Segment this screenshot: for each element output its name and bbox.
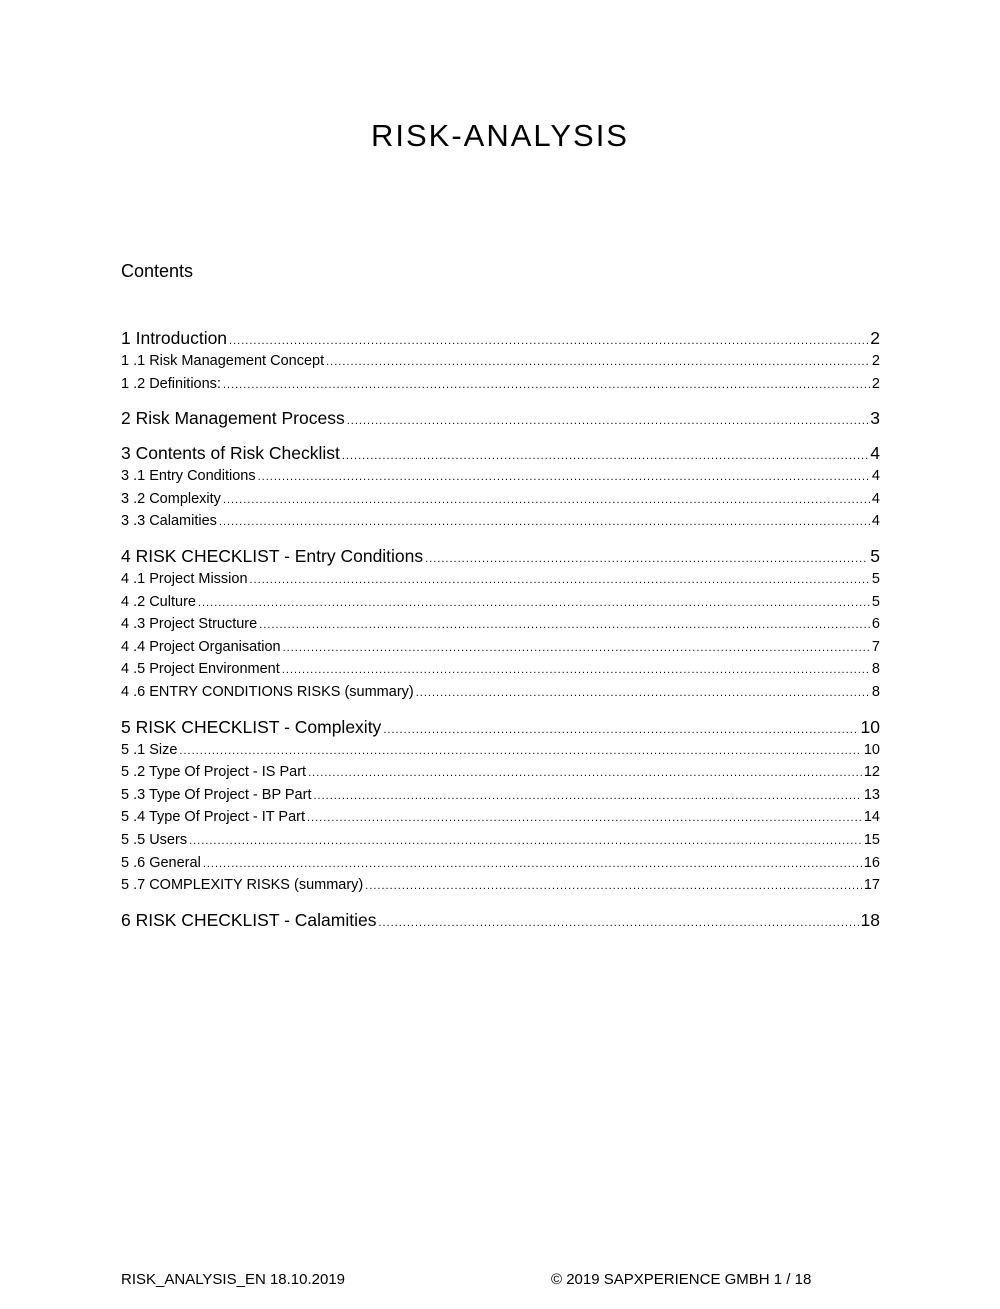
toc-page-number: 17 bbox=[863, 877, 880, 894]
toc-page-number: 5 bbox=[871, 593, 880, 610]
toc-entry-label: 1 .2 Definitions: bbox=[121, 375, 221, 392]
toc-section-entry[interactable] bbox=[121, 545, 880, 568]
toc-entry-label: 3 .2 Complexity bbox=[121, 490, 221, 507]
contents-heading: Contents bbox=[121, 261, 194, 281]
toc-entry-label: 5 .3 Type Of Project - BP Part bbox=[121, 786, 312, 803]
toc-entry-label: 4 .4 Project Organisation bbox=[121, 638, 281, 655]
toc-dot-leader bbox=[308, 762, 862, 785]
toc-subsection-entry[interactable] bbox=[121, 874, 880, 897]
toc-page-number: 7 bbox=[871, 638, 880, 655]
toc-entry-label: 5 .1 Size bbox=[121, 741, 178, 758]
toc-entry-label: 4 RISK CHECKLIST - Entry Conditions bbox=[121, 545, 424, 566]
toc-section-group bbox=[121, 909, 880, 932]
toc-dot-leader bbox=[189, 830, 862, 853]
toc-entry-label: 4 .3 Project Structure bbox=[121, 616, 258, 633]
toc-page-number: 15 bbox=[863, 831, 880, 848]
toc-section-group bbox=[121, 327, 880, 395]
toc-entry-label: 3 .1 Entry Conditions bbox=[121, 468, 256, 485]
toc-page-number: 18 bbox=[860, 909, 880, 930]
toc-subsection-entry[interactable] bbox=[121, 510, 880, 533]
toc-dot-leader bbox=[258, 466, 870, 489]
toc-subsection-entry[interactable] bbox=[121, 806, 880, 829]
toc-section-entry[interactable] bbox=[121, 716, 880, 739]
toc-dot-leader bbox=[425, 548, 868, 571]
document-title: RISK-ANALYSIS bbox=[370, 118, 629, 153]
toc-dot-leader bbox=[283, 637, 870, 660]
toc-entry-label: 3 Contents of Risk Checklist bbox=[121, 443, 340, 464]
toc-section-group bbox=[121, 716, 880, 897]
table-of-contents bbox=[121, 327, 880, 944]
toc-section-group bbox=[121, 407, 880, 430]
toc-page-number: 16 bbox=[863, 854, 880, 871]
toc-subsection-entry[interactable] bbox=[121, 613, 880, 636]
toc-dot-leader bbox=[326, 351, 870, 374]
toc-page-number: 2 bbox=[871, 375, 880, 392]
toc-page-number: 5 bbox=[871, 570, 880, 587]
toc-page-number: 10 bbox=[863, 741, 880, 758]
toc-dot-leader bbox=[223, 489, 870, 512]
toc-entry-label: 5 RISK CHECKLIST - Complexity bbox=[121, 716, 382, 737]
toc-page-number: 13 bbox=[863, 786, 880, 803]
toc-section-entry[interactable] bbox=[121, 442, 880, 465]
toc-subsection-entry[interactable] bbox=[121, 658, 880, 681]
toc-entry-label: 4 .2 Culture bbox=[121, 593, 196, 610]
toc-entry-label: 5 .5 Users bbox=[121, 831, 188, 848]
toc-subsection-entry[interactable] bbox=[121, 350, 880, 373]
toc-dot-leader bbox=[347, 410, 869, 433]
toc-entry-label: 1 .1 Risk Management Concept bbox=[121, 353, 325, 369]
toc-entry-label: 5 .4 Type Of Project - IT Part bbox=[121, 809, 306, 826]
toc-dot-leader bbox=[416, 682, 870, 705]
toc-subsection-entry[interactable] bbox=[121, 636, 880, 659]
toc-dot-leader bbox=[342, 445, 868, 468]
toc-dot-leader bbox=[219, 511, 870, 534]
toc-entry-label: 4 .6 ENTRY CONDITIONS RISKS (summary) bbox=[121, 683, 414, 700]
toc-dot-leader bbox=[259, 614, 870, 637]
toc-subsection-entry[interactable] bbox=[121, 739, 880, 762]
toc-subsection-entry[interactable] bbox=[121, 681, 880, 704]
toc-dot-leader bbox=[378, 912, 858, 935]
toc-entry-label: 4 .1 Project Mission bbox=[121, 570, 248, 587]
toc-section-group bbox=[121, 545, 880, 704]
footer-copyright-page: © 2019 SAPXPERIENCE GMBH 1 / 18 bbox=[551, 1271, 812, 1288]
toc-dot-leader bbox=[383, 719, 858, 742]
toc-page-number: 4 bbox=[871, 513, 880, 530]
toc-page-number: 2 bbox=[870, 328, 880, 348]
toc-dot-leader bbox=[203, 853, 862, 876]
toc-dot-leader bbox=[313, 785, 861, 808]
toc-section-entry[interactable] bbox=[121, 407, 880, 430]
toc-page-number: 3 bbox=[870, 408, 880, 429]
toc-entry-label: 2 Risk Management Process bbox=[121, 408, 345, 429]
footer-document-id: RISK_ANALYSIS_EN 18.10.2019 bbox=[121, 1271, 346, 1288]
toc-page-number: 8 bbox=[871, 683, 880, 700]
toc-page-number: 5 bbox=[870, 545, 880, 566]
toc-dot-leader bbox=[365, 875, 862, 898]
toc-page-number: 10 bbox=[860, 716, 880, 737]
toc-dot-leader bbox=[198, 592, 870, 615]
toc-dot-leader bbox=[229, 330, 868, 353]
toc-page-number: 4 bbox=[871, 468, 880, 485]
toc-subsection-entry[interactable] bbox=[121, 784, 880, 807]
toc-dot-leader bbox=[223, 374, 870, 397]
toc-page-number: 14 bbox=[863, 809, 880, 826]
toc-entry-label: 5 .2 Type Of Project - IS Part bbox=[121, 764, 307, 781]
toc-entry-label: 4 .5 Project Environment bbox=[121, 661, 280, 678]
toc-dot-leader bbox=[250, 569, 870, 592]
toc-page-number: 8 bbox=[871, 661, 880, 678]
toc-dot-leader bbox=[282, 659, 870, 682]
toc-subsection-entry[interactable] bbox=[121, 465, 880, 488]
toc-entry-label: 5 .7 COMPLEXITY RISKS (summary) bbox=[121, 877, 364, 894]
toc-entry-label: 1 Introduction bbox=[121, 328, 228, 348]
toc-subsection-entry[interactable] bbox=[121, 488, 880, 511]
toc-dot-leader bbox=[307, 807, 862, 830]
toc-dot-leader bbox=[179, 740, 861, 763]
toc-subsection-entry[interactable] bbox=[121, 829, 880, 852]
toc-subsection-entry[interactable] bbox=[121, 568, 880, 591]
toc-section-entry[interactable] bbox=[121, 909, 880, 932]
toc-page-number: 2 bbox=[871, 353, 880, 369]
toc-entry-label: 6 RISK CHECKLIST - Calamities bbox=[121, 909, 377, 930]
toc-section-entry[interactable] bbox=[121, 327, 880, 350]
toc-subsection-entry[interactable] bbox=[121, 852, 880, 875]
toc-page-number: 4 bbox=[871, 490, 880, 507]
toc-entry-label: 3 .3 Calamities bbox=[121, 513, 217, 530]
toc-subsection-entry[interactable] bbox=[121, 591, 880, 614]
toc-section-group bbox=[121, 442, 880, 533]
toc-entry-label: 5 .6 General bbox=[121, 854, 201, 871]
toc-page-number: 12 bbox=[863, 764, 880, 781]
toc-subsection-entry[interactable] bbox=[121, 373, 880, 396]
toc-subsection-entry[interactable] bbox=[121, 761, 880, 784]
toc-page-number: 6 bbox=[871, 616, 880, 633]
toc-page-number: 4 bbox=[870, 443, 880, 464]
